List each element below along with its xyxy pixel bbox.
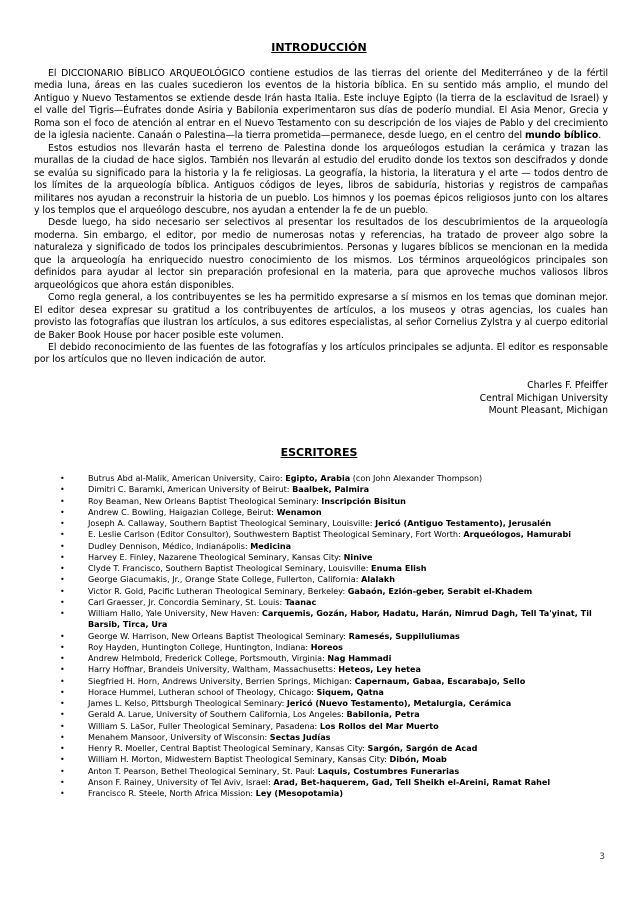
signature-place: Mount Pleasant, Michigan [488, 405, 608, 417]
writer-topics: Enuma Elish [371, 563, 427, 573]
writer-author: Anson F. Rainey, University of Tel Aviv, Israel: [88, 776, 274, 787]
writer-author: George W. Harrison, New Orleans Baptist Theological Seminary: [88, 630, 349, 641]
writer-item [60, 687, 608, 698]
writer-item [60, 664, 608, 675]
writer-topics: Inscripción Bisitun [321, 495, 406, 506]
bullet-icon: • [60, 665, 65, 675]
bullet-icon: • [60, 474, 65, 483]
writer-item [60, 518, 608, 529]
bullet-icon: • [60, 755, 65, 765]
writer-item [60, 709, 608, 720]
bullet-icon: • [60, 732, 65, 742]
intro-paragraph-4: Como regla general, a los contribuyentes se les ha permitido expresarse a sí mismos en los temas que dominan mejor. El editor desea expresar su gratitud a los contribuyentes de artículos, a los museos y otras agencias, los cuales han provisto las fotografías que ilustran los artículos, a sus editores especialistas, al señor Cornelius Zylstra y al cuerpo editorial de Baker Book House por hacer posible este volumen. [34, 292, 608, 341]
writer-item [60, 743, 608, 754]
bullet-icon: • [60, 710, 65, 720]
writer-item [60, 608, 608, 631]
writer-item [60, 698, 608, 709]
writer-item [60, 496, 608, 507]
writer-topics: Siquem, Qatna [316, 686, 384, 697]
writer-item [60, 766, 608, 777]
writer-author: Clyde T. Francisco, Southern Baptist Theological Seminary, Louisville: [88, 563, 372, 573]
writer-topics: Arqueólogos, Hamurabi [463, 529, 572, 540]
writer-item [60, 732, 608, 743]
writer-topics: Nag Hammadi [327, 653, 392, 663]
writers-list [60, 473, 608, 799]
writer-author: Roy Hayden, Huntington College, Huntington, Indiana: [88, 641, 311, 652]
writer-author: George Giacumakis, Jr., Orange State College, Fullerton, California: [88, 574, 362, 585]
writer-item [60, 631, 608, 642]
writer-item [60, 541, 608, 552]
bullet-icon: • [60, 564, 65, 573]
writer-item [60, 754, 608, 765]
writer-author: Anton T. Pearson, Bethel Theological Seminary, St. Paul: [88, 765, 318, 776]
writer-note: (con John Alexander Thompson) [350, 473, 483, 483]
writer-author: Gerald A. Larue, University of Southern California, Los Angeles: [88, 709, 347, 720]
writer-topics: Dibón, Moab [389, 754, 447, 765]
bullet-icon: • [60, 631, 65, 641]
writer-author: Harry Hoffnar, Brandeis University, Waltham, Massachusetts: [88, 664, 339, 675]
writer-author: Siegfried H. Horn, Andrews University, Berrien Springs, Michigan: [88, 675, 355, 686]
bullet-icon: • [60, 597, 65, 607]
writer-item [60, 586, 608, 597]
writer-author: Francisco R. Steele, North Africa Mission: [88, 788, 256, 798]
bullet-icon: • [60, 586, 65, 596]
writer-topics: Taanac [284, 596, 317, 607]
writer-item [60, 574, 608, 585]
writer-item [60, 473, 608, 484]
signature-institution: Central Michigan University [479, 392, 608, 404]
intro-paragraph-1-end: . [598, 130, 602, 142]
writer-topics: Ramesés, Suppiluliumas [348, 630, 460, 641]
writer-topics: Heteos, Ley hetea [338, 664, 422, 675]
writer-author: Butrus Abd al-Malik, American University, Cairo: [88, 473, 286, 483]
writer-item [60, 484, 608, 495]
intro-paragraph-5: El debido reconocimiento de las fuentes de las fotografías y los artículos principales se adjunta. El editor es responsable por los artículos que no lleven indicación de autor. [34, 341, 608, 366]
writer-author: William Hallo, Yale University, New Haven: [88, 608, 262, 618]
writer-author: Roy Beaman, New Orleans Baptist Theological Seminary: [88, 495, 322, 506]
introduction-heading: INTRODUCCIÓN [271, 41, 367, 54]
writer-item [60, 507, 608, 518]
writer-topics: Alalakh [361, 574, 395, 585]
writer-topics: Sargón, Sargón de Acad [367, 743, 478, 753]
writer-topics: Ley (Mesopotamia) [255, 788, 344, 798]
writer-author: Dimitri C. Baramki, American University of Beirut: [88, 484, 293, 495]
bullet-icon: • [60, 609, 65, 618]
writer-author: Joseph A. Callaway, Southern Baptist Theological Seminary, Louisville: [88, 518, 376, 528]
writer-topics: Medicina [250, 540, 292, 551]
page-number: 3 [599, 852, 605, 862]
introduction-body [34, 68, 608, 367]
writer-author: E. Leslie Carlson (Editor Consultor), Southwestern Baptist Theological Seminary, Fort Worth: [88, 529, 464, 540]
writer-author: Carl Graesser, Jr. Concordia Seminary, St. Louis: [88, 596, 285, 607]
writer-topics: Gabaón, Ezión-geber, Serabit el-Khadem [347, 585, 533, 596]
writer-author: Henry R. Moeller, Central Baptist Theological Seminary, Kansas City: [88, 743, 368, 753]
intro-paragraph-3: Desde luego, ha sido necesario ser selectivos al presentar los resultados de los descubrimientos de la arqueología moderna. Sin embargo, el editor, por medio de numerosas notas y referencias, ha tratado de proveer algo sobre la naturaleza y significado de todos los principales descubrimientos. Personas y lugares bíblicos se mencionan en la medida que la arqueología ha enriquecido nuestro conocimiento de los mismos. Los términos arqueológicos principales son definidos para ayudar al lector sin preparación profesional en la materia, para que aproveche muchos valiosos libros arqueológicos que ahora están disponibles. [34, 217, 608, 291]
writer-topics: Sectas Judías [269, 731, 331, 742]
writer-topics: Baalbek, Palmira [292, 484, 370, 495]
writer-item [60, 529, 608, 540]
writers-heading: ESCRITORES [280, 446, 358, 459]
intro-paragraph-1-bold: mundo bíblico [524, 130, 599, 142]
writer-topics: Jericó (Nuevo Testamento), Metalurgia, Cerámica [286, 698, 512, 708]
intro-paragraph-2: Estos estudios nos llevarán hasta el terreno de Palestina donde los arqueólogos estudian la cerámica y trazan las murallas de la ciudad de hace siglos. También nos llevarán al estudio del erudito donde los textos son descifrados y donde se evalúa su significado para la historia y la fe religiosas. La geografía, la historia, la literatura y el arte — todos dentro de los límites de la arqueología bíblica. Antiguos códigos de leyes, libros de sabiduría, historias y registros de campañas militares nos ayudan a reconstruir la historia de un pueblo. Los himnos y los poemas épicos religiosos junto con los altares y los templos que el arqueólogo descubre, nos ayudan a entender la fe de un pueblo. [34, 142, 608, 216]
writer-item [60, 642, 608, 653]
writer-item [60, 653, 608, 664]
intro-paragraph-1-text: El DICCIONARIO BÍBLICO ARQUEOLÓGICO contiene estudios de las tierras del oriente del Mediterráneo y de la fértil media luna, áreas en las cuales sucedieron los eventos de la historia bíblica. En su sentido más amplio, el mundo del Antiguo y Nuevo Testamentos se extiende desde Irán hasta Italia. Este incluye Egipto (la tierra de la esclavitud de Israel) y el valle del Tigris—Éufrates donde Asiria y Babilonia experimentaron sus días de poderío mundial. El Asia Menor, Grecia y Roma son el foco de atención al entrar en el Nuevo Testamento con su descripción de los viajes de Pablo y del crecimiento de la iglesia naciente. Canaán o Palestina—la tierra prometida—permanece, desde luego, en el centro del [34, 68, 608, 142]
bullet-icon: • [60, 519, 65, 528]
writer-topics: Egipto, Arabia [285, 473, 351, 483]
bullet-icon: • [60, 687, 65, 697]
writer-author: James L. Kelso, Pittsburgh Theological Seminary: [88, 698, 287, 708]
writer-author: Victor R. Gold, Pacific Lutheran Theological Seminary, Berkeley: [88, 585, 348, 596]
writer-author: Andrew Helmbold, Frederick College, Portsmouth, Virginia: [88, 653, 328, 663]
bullet-icon: • [60, 485, 65, 495]
writer-topics: Laquis, Costumbres Funerarias [317, 765, 460, 776]
writer-item [60, 777, 608, 788]
bullet-icon: • [60, 654, 65, 663]
bullet-icon: • [60, 789, 65, 798]
writer-topics: Arad, Bet-haquerem, Gad, Tell Sheikh el-Areini, Ramat Rahel [273, 776, 551, 787]
writer-author: Horace Hummel, Lutheran school of Theology, Chicago: [88, 686, 317, 697]
writer-item [60, 563, 608, 574]
signature-block [480, 380, 608, 418]
writer-topics: Wenamon [276, 506, 322, 517]
writer-item [60, 552, 608, 563]
bullet-icon: • [60, 642, 65, 652]
writer-author: Menahem Mansoor, University of Wisconsin: [88, 731, 270, 742]
writer-topics: Carquemis, Gozán, Habor, Hadatu, Harán, Nimrud Dagh, Tell Ta'yinat, Til Barsib, Tirca, Ura [88, 608, 592, 630]
bullet-icon: • [60, 744, 65, 753]
writer-item [60, 676, 608, 687]
writer-item [60, 788, 608, 799]
writer-topics: Capernaum, Gabaa, Escarabajo, Sello [354, 675, 526, 686]
intro-paragraph-1 [34, 68, 608, 143]
bullet-icon: • [60, 676, 65, 686]
writer-author: William H. Morton, Midwestern Baptist Theological Seminary, Kansas City: [88, 754, 390, 765]
writer-author: Dudley Dennison, Médico, Indianápolis: [88, 540, 251, 551]
bullet-icon: • [60, 721, 65, 731]
writer-topics: Horeos [310, 641, 343, 652]
bullet-icon: • [60, 496, 65, 506]
signature-name: Charles F. Pfeiffer [527, 380, 608, 391]
bullet-icon: • [60, 541, 65, 551]
writer-topics: Jericó (Antiguo Testamento), Jerusalén [375, 518, 552, 528]
bullet-icon: • [60, 530, 65, 540]
bullet-icon: • [60, 777, 65, 787]
writer-author: Andrew C. Bowling, Haigazian College, Beirut: [88, 506, 277, 517]
writer-author: William S. LaSor, Fuller Theological Seminary, Pasadena: [88, 720, 320, 731]
bullet-icon: • [60, 507, 65, 517]
bullet-icon: • [60, 552, 65, 562]
writer-item [60, 721, 608, 732]
bullet-icon: • [60, 575, 65, 585]
bullet-icon: • [60, 699, 65, 708]
writer-topics: Babilonia, Petra [346, 709, 420, 720]
writer-item [60, 597, 608, 608]
bullet-icon: • [60, 766, 65, 776]
writer-topics: Los Rollos del Mar Muerto [319, 720, 439, 731]
writer-author: Harvey E. Finley, Nazarene Theological Seminary, Kansas City: [88, 551, 344, 562]
writer-topics: Ninive [343, 551, 373, 562]
